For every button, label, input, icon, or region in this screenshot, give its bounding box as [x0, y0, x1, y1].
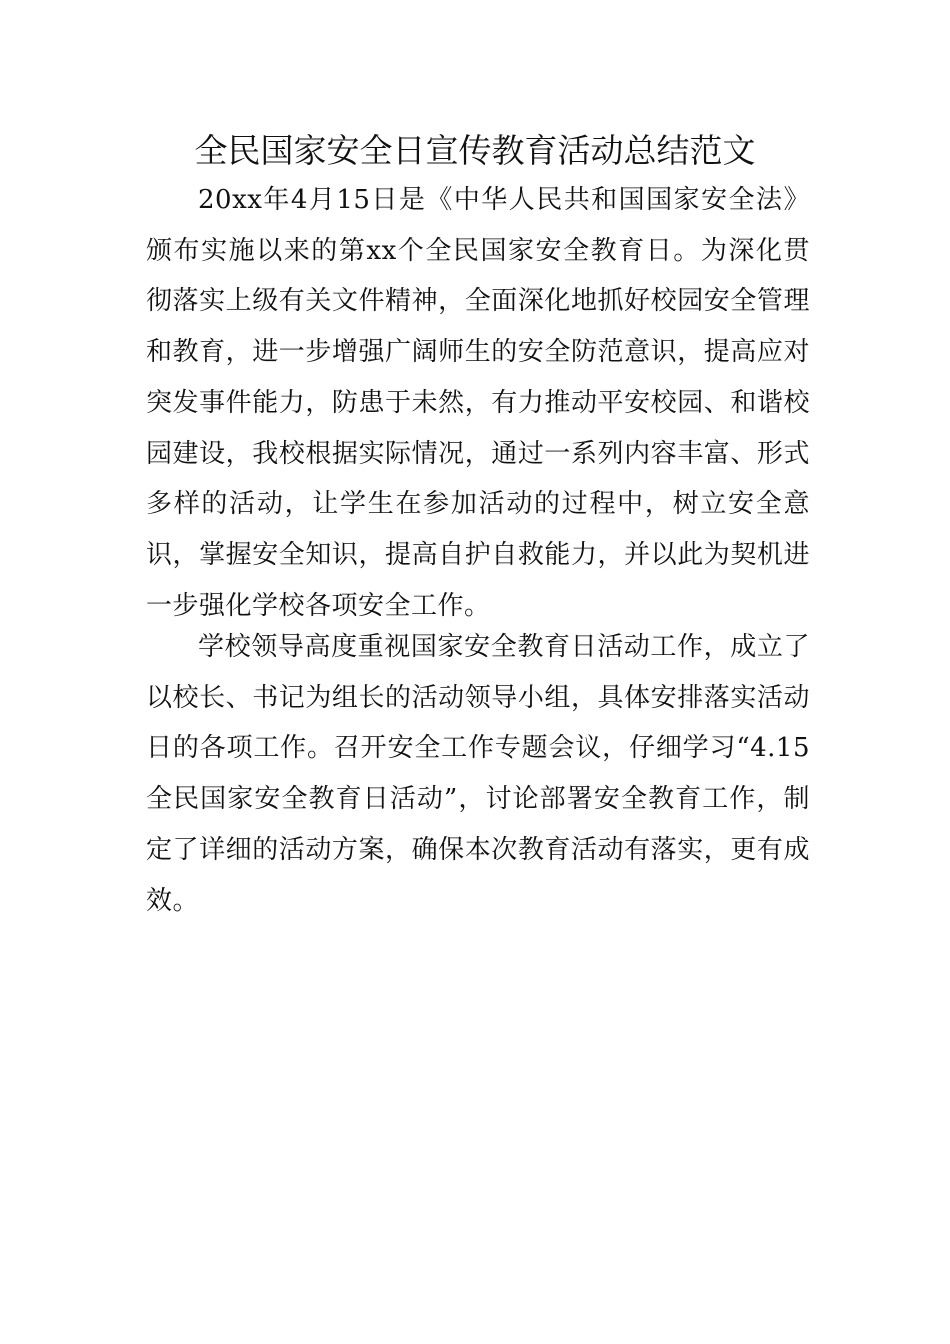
paragraph-2: 学校领导高度重视国家安全教育日活动工作，成立了以校长、书记为组长的活动领导小组，具体安排落实活动日的各项工作。召开安全工作专题会议，仔细学习“4.15全民国家安全教育日活动”，讨论部署安全教育工作，制定了详细的活动方案，确保本次教育活动有落实，更有成效。	[146, 632, 810, 916]
paragraph-1: 20xx年4月15日是《中华人民共和国国家安全法》颁布实施以来的第xx个全民国家安全教育日。为深化贯彻落实上级有关文件精神，全面深化地抓好校园安全管理和教育，进一步增强广阔师生的安全防范意识，提高应对突发事件能力，防患于未然，有力推动平安校园、和谐校园建设，我校根据实际情况，通过一系列内容丰富、形式多样的活动，让学生在参加活动的过程中，树立安全意识，掌握安全知识，提高自护自救能力，并以此为契机进一步强化学校各项安全工作。	[146, 185, 810, 621]
document-title: 全民国家安全日宣传教育活动总结范文	[194, 131, 756, 170]
